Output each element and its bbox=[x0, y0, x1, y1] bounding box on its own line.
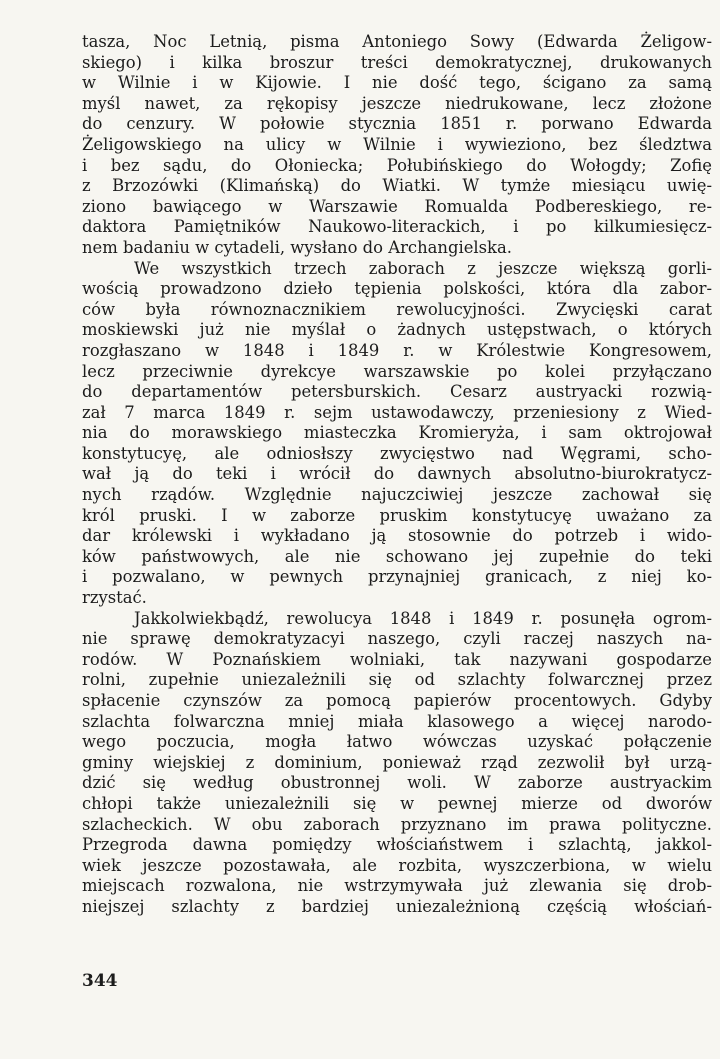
text-line: myśl nawet, za rękopisy jeszcze niedrukowane, lecz złożone bbox=[82, 93, 712, 113]
text-line: We wszystkich trzech zaborach z jeszcze większą gorli- bbox=[134, 258, 712, 278]
text-line: rozgłaszano w 1848 i 1849 r. w Królestwie Kongresowem, bbox=[82, 340, 712, 360]
text-line: Jakkolwiekbądź, rewolucya 1848 i 1849 r. posunęła ogrom- bbox=[134, 608, 712, 628]
text-line: wiek jeszcze pozostawała, ale rozbita, wyszczerbiona, w wielu bbox=[82, 855, 712, 875]
text-line: ków państwowych, ale nie schowano jej zupełnie do teki bbox=[82, 546, 712, 566]
text-line: niejszej szlachty z bardziej uniezależnioną częścią włościań- bbox=[82, 896, 712, 916]
text-line: ców była równoznacznikiem rewolucyjności. Zwycięski carat bbox=[82, 299, 712, 319]
text-line: wością prowadzono dzieło tępienia polskości, która dla zabor- bbox=[82, 279, 712, 299]
text-line: gminy wiejskiej z dominium, ponieważ rząd zezwolił był urzą- bbox=[82, 752, 712, 772]
text-line: lecz przeciwnie dyrekcye warszawskie po kolei przyłączano bbox=[82, 361, 712, 381]
text-line: chłopi także uniezależnili się w pewnej mierze od dworów bbox=[82, 793, 712, 813]
text-line: miejscach rozwalona, nie wstrzymywała już zlewania się drob- bbox=[82, 876, 712, 896]
text-line: dzić się według obustronnej woli. W zaborze austryackim bbox=[82, 773, 712, 793]
text-line: do departamentów petersburskich. Cesarz austryacki rozwią- bbox=[82, 382, 712, 402]
text-line: spłacenie czynszów za pomocą papierów procentowych. Gdyby bbox=[82, 691, 712, 710]
text-line: konstytucyę, ale odniosłszy zwycięstwo nad Węgrami, scho- bbox=[82, 443, 712, 463]
page-number: 344 bbox=[82, 971, 118, 991]
text-line: Żeligowskiego na ulicy w Wilnie i wywieziono, bez śledztwa bbox=[82, 134, 712, 154]
text-line: w Wilnie i w Kijowie. I nie dość tego, ścigano za samą bbox=[82, 73, 712, 93]
text-line: nem badaniu w cytadeli, wysłano do Archangielska. bbox=[82, 237, 512, 257]
text-line: zał 7 marca 1849 r. sejm ustawodawczy, przeniesiony z Wied- bbox=[82, 402, 712, 422]
text-line: daktora Pamiętników Naukowo-literackich, i po kilkumiesięcz- bbox=[82, 217, 712, 237]
paragraph bbox=[82, 32, 712, 259]
paragraph bbox=[82, 259, 712, 609]
text-line: szlachta folwarczna mniej miała klasowego a więcej narodo- bbox=[82, 711, 712, 731]
text-line: z Brzozówki (Klimańską) do Wiatki. W tymże miesiącu uwię- bbox=[82, 176, 712, 196]
text-line: nych rządów. Względnie najuczciwiej jeszcze zachował się bbox=[82, 485, 712, 505]
text-line: rodów. W Poznańskiem wolniaki, tak nazywani gospodarze bbox=[82, 649, 712, 669]
body-text bbox=[82, 32, 712, 918]
text-line: rolni, zupełnie uniezależnili się od szlachty folwarcznej przez bbox=[82, 670, 712, 690]
text-line: do cenzury. W połowie stycznia 1851 r. porwano Edwarda bbox=[82, 114, 712, 134]
text-line: szlacheckich. W obu zaborach przyznano im prawa polityczne. bbox=[82, 814, 712, 834]
text-line: i pozwalano, w pewnych przynajniej granicach, z niej ko- bbox=[82, 567, 712, 587]
text-line: i bez sądu, do Ołoniecka; Połubińskiego do Wołogdy; Zofię bbox=[82, 155, 712, 175]
text-line: nie sprawę demokratyzacyi naszego, czyli raczej naszych na- bbox=[82, 629, 712, 649]
text-line: tasza, Noc Letnią, pisma Antoniego Sowy (Edwarda Żeligow- bbox=[82, 32, 712, 51]
text-line: wał ją do teki i wrócił do dawnych absolutno-biurokratycz- bbox=[82, 464, 712, 484]
text-line: wego poczucia, mogła łatwo wówczas uzyskać połączenie bbox=[82, 732, 712, 752]
text-line: Przegroda dawna pomiędzy włościaństwem i szlachtą, jakkol- bbox=[82, 835, 712, 855]
text-line: skiego) i kilka broszur treści demokratycznej, drukowanych bbox=[82, 52, 712, 72]
text-line: ziono bawiącego w Warszawie Romualda Podbereskiego, re- bbox=[82, 196, 712, 216]
paragraph bbox=[82, 609, 712, 918]
text-line: nia do morawskiego miasteczka Kromieryża, i sam oktrojował bbox=[82, 423, 712, 443]
text-line: król pruski. I w zaborze pruskim konstytucyę uważano za bbox=[82, 505, 712, 525]
text-line: rzystać. bbox=[82, 588, 147, 608]
text-line: moskiewski już nie myślał o żadnych ustępstwach, o których bbox=[82, 320, 712, 340]
text-line: dar królewski i wykładano ją stosownie do potrzeb i wido- bbox=[82, 526, 712, 546]
